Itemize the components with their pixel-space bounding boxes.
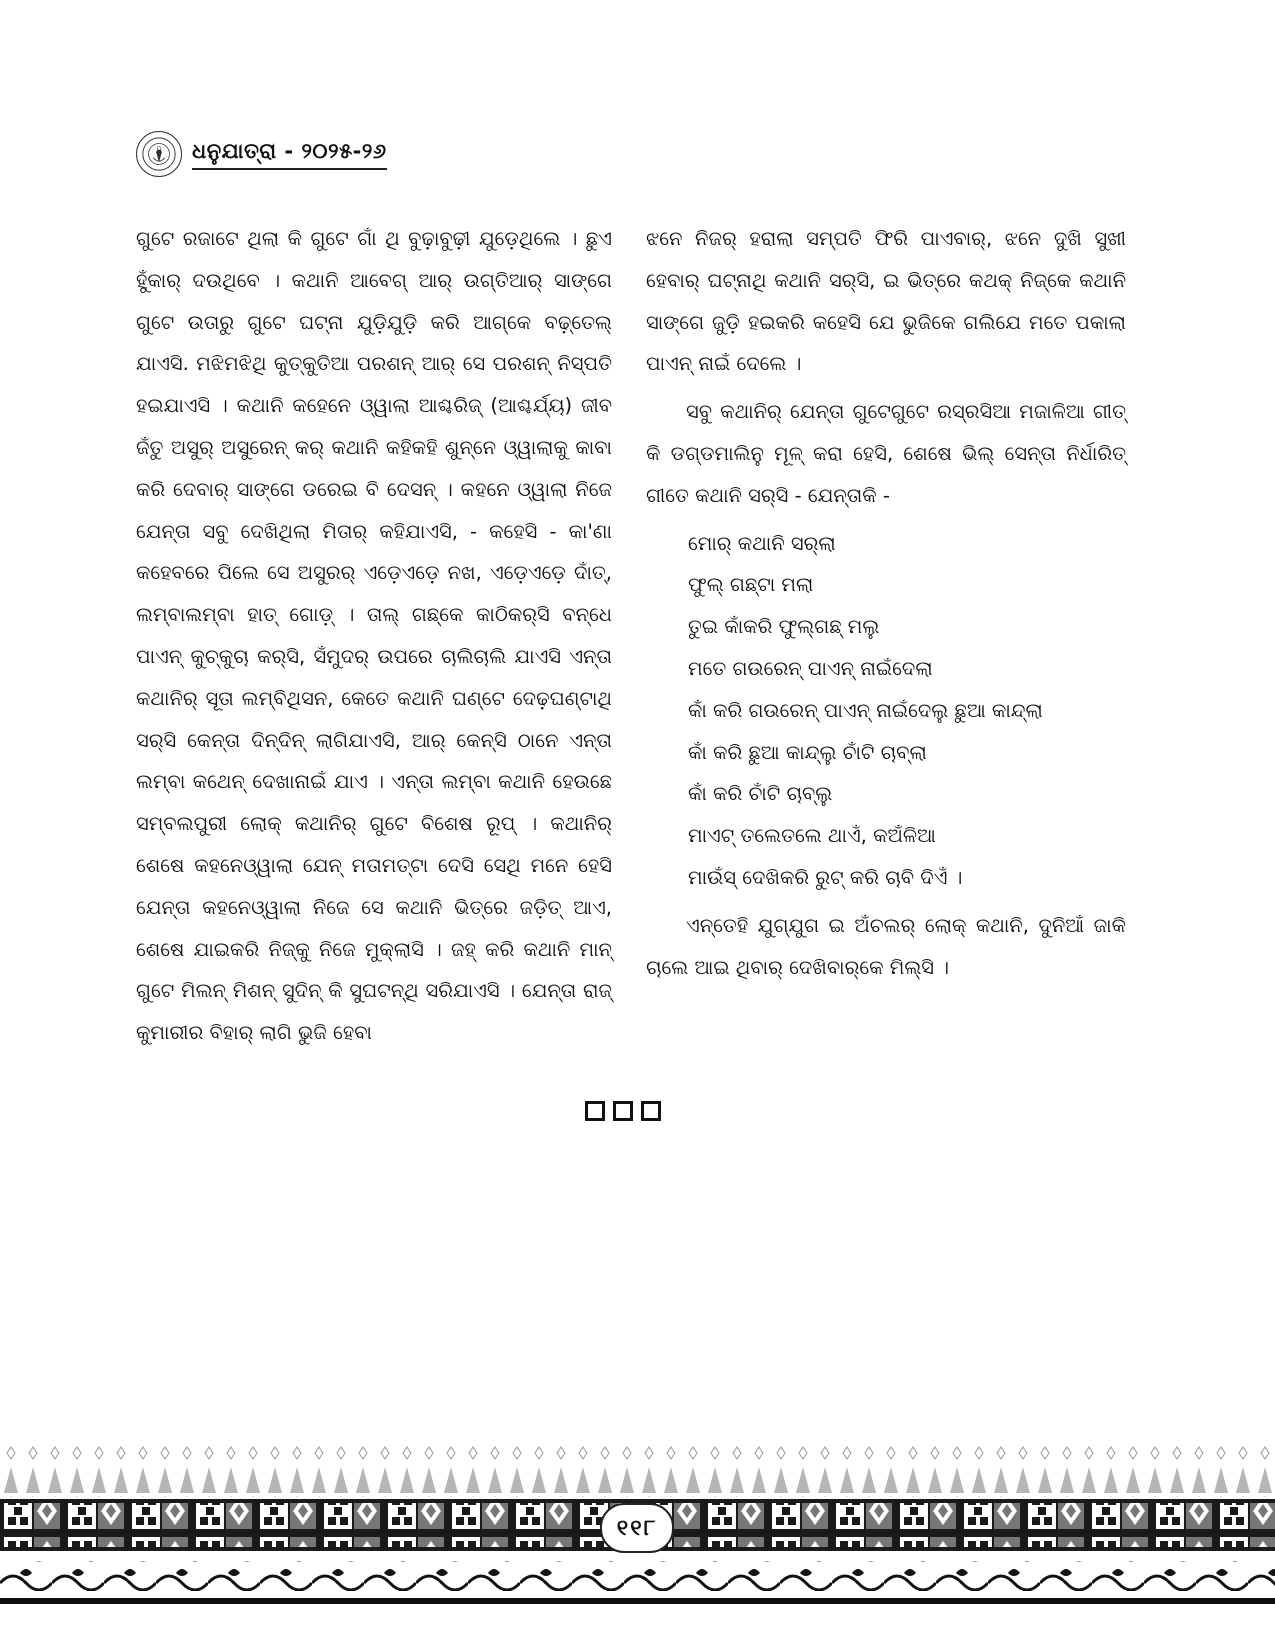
poem-block: [688, 523, 1126, 899]
square-ornament-icon: [641, 1101, 661, 1121]
poem-line: ମୋର୍ କଥାନି ସର୍‌ଲା: [688, 531, 836, 555]
poem-line: କାଁ କରି ଛୁଆ କାନ୍ଦ୍‌ଲୁ ଚାଁଟି ଚାବ୍‌ଲା: [688, 740, 927, 764]
body-paragraph: ଗୁଟେ ରଜାଟେ ଥିଲା କି ଗୁଟେ ଗାଁ ଥି ବୁଢ଼ାବୁଢ଼ୀ ଯୁଡ଼େଥିଲେ । ଛୁଏ ହୁଁକାର୍ ଦଉଥିବେ । କଥାନି ଆବେଗ୍ ଆର୍ ଉଗ୍ତିଆର୍ ସାଙ୍ଗେ ଗୁଟେ ଉତାରୁ ଗୁଟେ ଘଟ୍ନା ଯୁଡ଼ିଯୁଡ଼ି କରି ଆଗ୍‌କେ ବଢ଼୍‌ତେଲ୍ ଯାଏସି. ମଝିମଝିଥି କୁତ୍‌କୁତିଆ ପରଶନ୍ ଆର୍ ସେ ପରଶନ୍ ନିସ୍‌ପତି ହଇଯାଏସି । କଥାନି କହେନେ ଓ୍ୱାଲା ଆଶ୍ଚରିଜ୍ (ଆଶ୍ଚର୍ଯ୍ୟ) ଜୀବ ଜଁତୁ ଅସୁର୍ ଅସୁରେନ୍ କର୍ କଥାନି କହିକହି ଶୁନ୍‌ନେ ଓ୍ୱାଲାକୁ କାବା କରି ଦେବାର୍ ସାଙ୍ଗେ ଡରେଇ ବି ଦେସନ୍ । କହନେ ଓ୍ୱାଲା ନିଜେ ଯେନ୍ତା ସବୁ ଦେଖିଥିଲା ମିତାର୍ କହିଯାଏସି, - କହେସି - କା'ଣା କହେବରେ ପିଲେ ସେ ଅସୁରର୍ ଏଡ଼େଏଡ଼େ ନଖ, ଏଡ଼େଏଡ଼େ ଦାଁତ୍, ଲମ୍ବାଲମ୍ବା ହାତ୍ ଗୋଡ଼୍ । ତାଲ୍ ଗଛ୍‌କେ କାଠିକର୍‌ସି ବନ୍ଧେ ପାଏନ୍ କୁଚ୍‌କୁଚା କର୍‌ସି, ସଁମୁଦର୍ ଉପରେ ଚାଲିଚାଲି ଯାଏସି ଏନ୍ତା କଥାନିର୍ ସୂତା ଲମ୍ବିଥିସନ, କେତେ କଥାନି ଘଣ୍ଟେ ଦେଢ଼ଘଣ୍ଟାଥି ସର୍‌ସି କେନ୍ତା ଦିନ୍‌ଦିନ୍ ଲାଗିଯାଏସି, ଆର୍ କେନ୍‌ସି ଠାନେ ଏନ୍ତା ଲମ୍ବା କଥେନ୍ ଦେଖାନାଇଁ ଯାଏ । ଏନ୍ତା ଲମ୍ବା କଥାନି ହେଉଛେ ସମ୍ବଲପୁରୀ ଲୋକ୍ କଥାନିର୍ ଗୁଟେ ବିଶେଷ ରୂପ୍ । କଥାନିର୍ ଶେଷେ କହନେଓ୍ୱାଲା ଯେନ୍ ମତାମତ୍‌ଟା ଦେସି ସେଥି ମନେ ହେସି ଯେନ୍ତା କହନେଓ୍ୱାଲା ନିଜେ ସେ କଥାନି ଭିତ୍ରେ ଜଡ଼ିତ୍ ଆଏ, ଶେଷେ ଯାଇକରି ନିଜ୍‌କୁ ନିଜେ ମୁକ୍‌ଲାସି । ଜହ୍ କରି କଥାନି ମାନ୍ ଗୁଟେ ମିଲନ୍ ମିଶନ୍ ସୁଦିନ୍ କି ସୁଘଟନ୍‌ଥି ସରିଯାଏସି । ଯେନ୍ତା ରାଜ୍ କୁମାରୀର ବିହାର୍ ଲାଗି ଭୁଜି ହେବା: [136, 227, 612, 1045]
square-ornament-icon: [585, 1101, 605, 1121]
poem-line: କାଁ କରି ଚାଁଟି ଚାବ୍‌ଲୁ: [688, 782, 833, 806]
poem-line: ମାଉଁସ୍ ଦେଖିକରି ରୁଟ୍ କରି ଚାବି ଦିଏଁ ।: [688, 865, 963, 889]
running-title: ଧନୁଯାତ୍ରା - ୨୦୨୫-୨୬: [192, 139, 387, 170]
end-of-article-marker: [585, 1101, 661, 1121]
left-column: [136, 218, 612, 1060]
body-paragraph: ସବୁ କଥାନିର୍ ଯେନ୍ତା ଗୁଟେଗୁଟେ ରସ୍‌ରସିଆ ମଜାଳିଆ ଗୀତ୍ କି ଡଗ୍‌ଡମାଲିନୁ ମୂଳ୍ କରା ହେସି, ଶେଷେ ଭିଲ୍ ସେନ୍ତା ନିର୍ଧାରିତ୍ ଗୀତେ କଥାନି ସର୍‌ସି - ଯେନ୍ତାକି -: [646, 400, 1126, 507]
body-paragraph: ଝନେ ନିଜର୍ ହରାଲା ସମ୍ପତି ଫିରି ପାଏବାର୍, ଝନେ ଦୁଖି ସୁଖୀ ହେବାର୍ ଘଟ୍‌ନାଥି କଥାନି ସର୍‌ସି, ଇ ଭିତ୍ରେ କଥକ୍ ନିଜ୍‌କେ କଥାନି ସାଙ୍ଗେ ଜୁଡ଼ି ହଇକରି କହେସି ଯେ ଭୁଜିକେ ଗଲିଯେ ମତେ ପକାଲା ପାଏନ୍ ନାଇଁ ଦେଲେ ।: [646, 227, 1126, 376]
square-ornament-icon: [613, 1101, 633, 1121]
poem-line: କାଁ କରି ଗଉରେନ୍ ପାଏନ୍ ନାଇଁଦେଲୁ ଛୁଆ କାନ୍ଦ୍‌ଲା: [688, 698, 1043, 722]
right-column: [646, 218, 1126, 994]
body-paragraph: ଏନ୍ତେହି ଯୁଗ୍‌ଯୁଗ ଇ ଅଁଚଲର୍ ଲୋକ୍ କଥାନି, ଦୁନିଆଁ ଜାକି ଚାଲେ ଆଇ ଥିବାର୍ ଦେଖିବାର୍‌କେ ମିଲ୍‌ସି ।: [646, 913, 1126, 979]
poem-line: ମତେ ଗଉରେନ୍ ପାଏନ୍ ନାଇଁଦେଲା: [688, 656, 933, 680]
poem-line: ମାଏଟ୍ ତଲେତଲେ ଥାଏଁ, କଅଁଳିଆ: [688, 824, 936, 848]
institution-seal-icon: [136, 131, 182, 177]
poem-line: ତୁଇ କାଁକରି ଫୁଲ୍‌ଗଛ୍ ମଲୁ: [688, 615, 880, 639]
page-header: [136, 134, 387, 174]
poem-line: ଫୁଲ୍ ଗଛ୍‌ଟା ମଲା: [688, 573, 814, 597]
page-number: ୧୧୮: [600, 1503, 674, 1553]
